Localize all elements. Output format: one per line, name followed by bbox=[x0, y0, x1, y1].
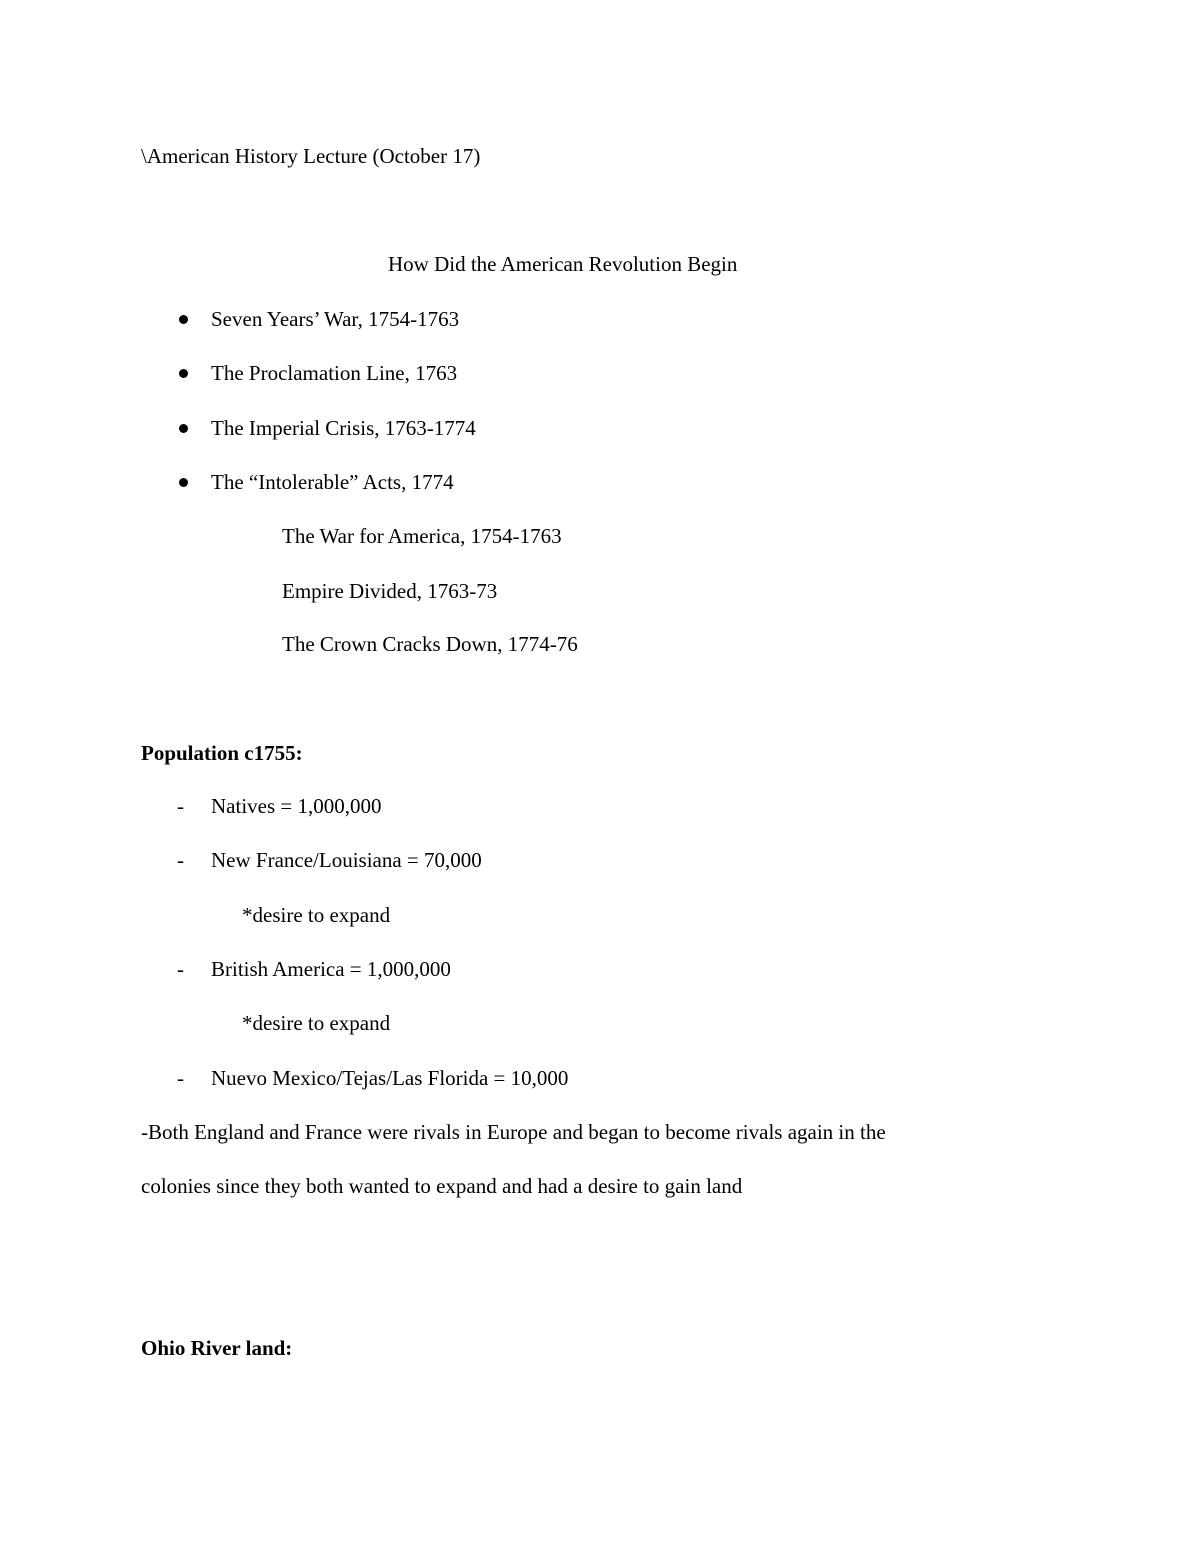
population-note: *desire to expand bbox=[242, 903, 391, 927]
document-header: \American History Lecture (October 17) bbox=[141, 144, 481, 168]
bullet-icon bbox=[179, 478, 188, 487]
bullet-text: Seven Years’ War, 1754-1763 bbox=[211, 307, 460, 331]
dash-marker: - bbox=[177, 848, 184, 872]
bullet-text: The “Intolerable” Acts, 1774 bbox=[211, 470, 454, 494]
subtopic-item: Empire Divided, 1763-73 bbox=[282, 579, 498, 603]
dash-marker: - bbox=[177, 1066, 184, 1090]
population-heading: Population c1755: bbox=[141, 741, 303, 765]
population-item: New France/Louisiana = 70,000 bbox=[211, 848, 482, 872]
dash-marker: - bbox=[177, 794, 184, 818]
population-item: British America = 1,000,000 bbox=[211, 957, 451, 981]
population-item: Nuevo Mexico/Tejas/Las Florida = 10,000 bbox=[211, 1066, 569, 1090]
ohio-heading: Ohio River land: bbox=[141, 1336, 293, 1360]
subtopic-item: The Crown Cracks Down, 1774-76 bbox=[282, 632, 578, 656]
paragraph-line: colonies since they both wanted to expand and had a desire to gain land bbox=[141, 1174, 743, 1198]
bullet-icon bbox=[179, 315, 188, 324]
population-note: *desire to expand bbox=[242, 1011, 391, 1035]
bullet-text: The Imperial Crisis, 1763-1774 bbox=[211, 416, 476, 440]
bullet-icon bbox=[179, 369, 188, 378]
bullet-icon bbox=[179, 424, 188, 433]
dash-marker: - bbox=[177, 957, 184, 981]
population-item: Natives = 1,000,000 bbox=[211, 794, 382, 818]
subtopic-item: The War for America, 1754-1763 bbox=[282, 524, 562, 548]
lecture-title: How Did the American Revolution Begin bbox=[388, 252, 738, 276]
bullet-text: The Proclamation Line, 1763 bbox=[211, 361, 458, 385]
paragraph-line: -Both England and France were rivals in Europe and began to become rivals again in the bbox=[141, 1120, 886, 1144]
